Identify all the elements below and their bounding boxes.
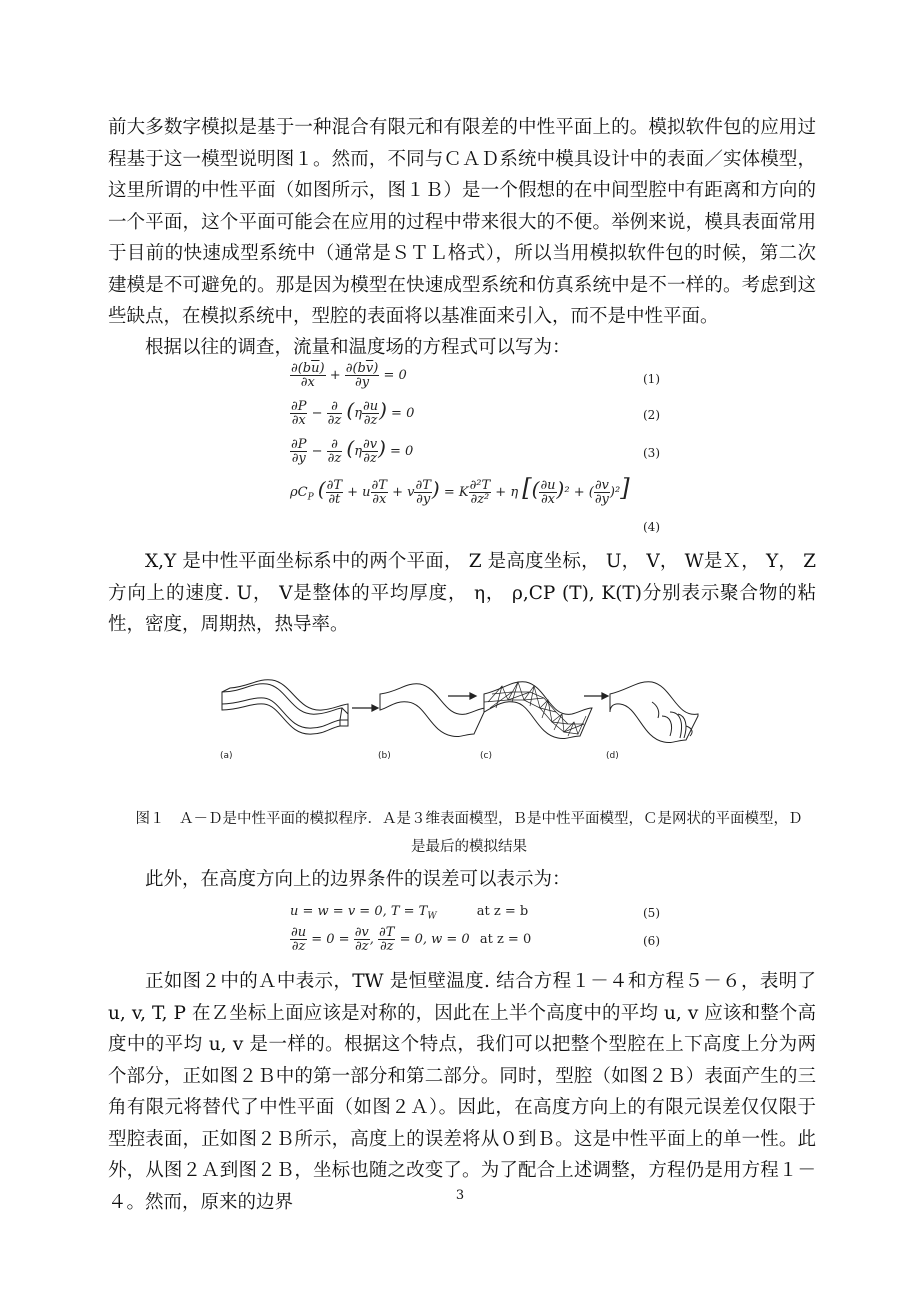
equation-5-condition: at z = b [476,904,529,919]
arrow-icon [584,693,608,699]
equation-5-subscript: W [427,911,437,922]
equation-5 [290,904,528,922]
figure-1b-neutral-plane [380,684,486,737]
equation-3-number: (3) [643,446,660,460]
equation-2-number: (2) [643,408,660,422]
paragraph-equation-intro: 根据以往的调查，流量和温度场的方程式可以写为： [145,337,571,358]
figure-label-c: (c) [480,751,492,761]
equation-4: $\rho C_P$ ( $\frac{\partial T}{\partial t}$ + u $\frac{\partial T}{\partial x}$ + v $\frac{\partial T}{\partial y}$ ) = K $\frac{\text{∂²T}}{\text{∂z²}}$ + η [( $\frac{\partial u}{\partial x}$ )² + ( $\frac{\partial v}{\partial y}$ )²] [290,474,630,507]
equation-5-text: u = w = v = 0, T = T [290,904,428,919]
paragraph-variables: X,Y 是中性平面坐标系中的两个平面， Z 是高度坐标， U， V， W是Ｘ， Y， Z方向上的速度. U， V是整体的平均厚度， η， ρ,CP (T), K(T)分别表示聚合物的粘性，密度，周期热，热导率。 [108,551,816,635]
equation-6-number: (6) [643,934,660,948]
paragraph-boundary-intro: 此外，在高度方向上的边界条件的误差可以表示为： [145,869,571,890]
equation-4-number: (4) [643,520,660,534]
equation-6-condition: at z = 0 [479,932,532,947]
equation-3: $\frac{\partial P}{\partial y}$ − $\frac{\partial}{\partial z}$ (η $\frac{\partial v}{\partial z}$ ) = 0 [291,436,414,466]
figure-label-b: (b) [378,751,391,761]
figure-1-neutral-plane-process [212,672,702,768]
figure-label-d: (d) [606,751,619,761]
page-number: 3 [455,1188,465,1203]
equation-1: $\frac{\partial(b\overline{u})}{\partial x}$ + $\frac{\partial(b\overline{v})}{\partial y}$ = 0 [291,361,407,390]
figure-1a-solid-model [222,680,348,734]
figure-1c-mesh-model [484,682,592,739]
arrow-icon [448,693,476,699]
figure-label-a: (a) [220,751,233,761]
equation-2: $\frac{\partial P}{\partial x}$ − $\frac{\partial}{\partial z}$ (η $\frac{\partial u}{\partial z}$ ) = 0 [291,398,415,428]
figure-1-caption-line-2: 是最后的模拟结果 [411,839,527,855]
equation-6: $\frac{\partial u}{\partial z}$ = 0 = $\frac{\partial v}{\partial z}$ , $\frac{\partial T}{\partial z}$ = 0, w = 0 at z = 0 [291,925,532,954]
paragraph-symmetry: 正如图２中的Ａ中表示，TW 是恒壁温度. 结合方程１－４和方程５－６，表明了 u, v, T, P 在Ｚ坐标上面应该是对称的，因此在上半个高度中的平均 u, v 应该和整个高度中的平均 u, v 是一样的。根据这个特点，我们可以把整个型腔在上下高度上分为两个部分，正如图２Ｂ中的第一部分和第二部分。同时，型腔（如图２Ｂ）表面产生的三角有限元将替代了中性平面（如图２Ａ）。因此，在高度方向上的有限元误差仅仅限于型腔表面，正如图２Ｂ所示，高度上的误差将从０到Ｂ。这是中性平面上的单一性。此外，从图２Ａ到图２Ｂ，坐标也随之改变了。为了配合上述调整，方程仍是用方程１－４。然而，原来的边界 [108,971,816,1213]
arrow-icon [352,705,378,711]
paragraph-intro: 前大多数字模拟是基于一种混合有限元和有限差的中性平面上的。模拟软件包的应用过程基于这一模型说明图１。然而，不同与ＣＡＤ系统中模具设计中的表面／实体模型，这里所谓的中性平面（如图所示，图１Ｂ）是一个假想的在中间型腔中有距离和方向的一个平面，这个平面可能会在应用的过程中带来很大的不便。举例来说，模具表面常用于目前的快速成型系统中（通常是ＳＴＬ格式），所以当用模拟软件包的时候，第二次建模是不可避免的。那是因为模型在快速成型系统和仿真系统中是不一样的。考虑到这些缺点，在模拟系统中，型腔的表面将以基准面来引入，而不是中性平面。 [108,117,816,327]
equation-5-number: (5) [643,906,660,920]
figure-1d-simulation-result [610,682,698,743]
equation-1-number: (1) [643,372,660,386]
figure-1-caption-line-1: 图１ Ａ－Ｄ是中性平面的模拟程序．Ａ是３维表面模型，Ｂ是中性平面模型，Ｃ是网状的平面模型，Ｄ [135,811,803,827]
equations-5-6 [290,902,660,958]
equations-1-4 [290,360,660,540]
